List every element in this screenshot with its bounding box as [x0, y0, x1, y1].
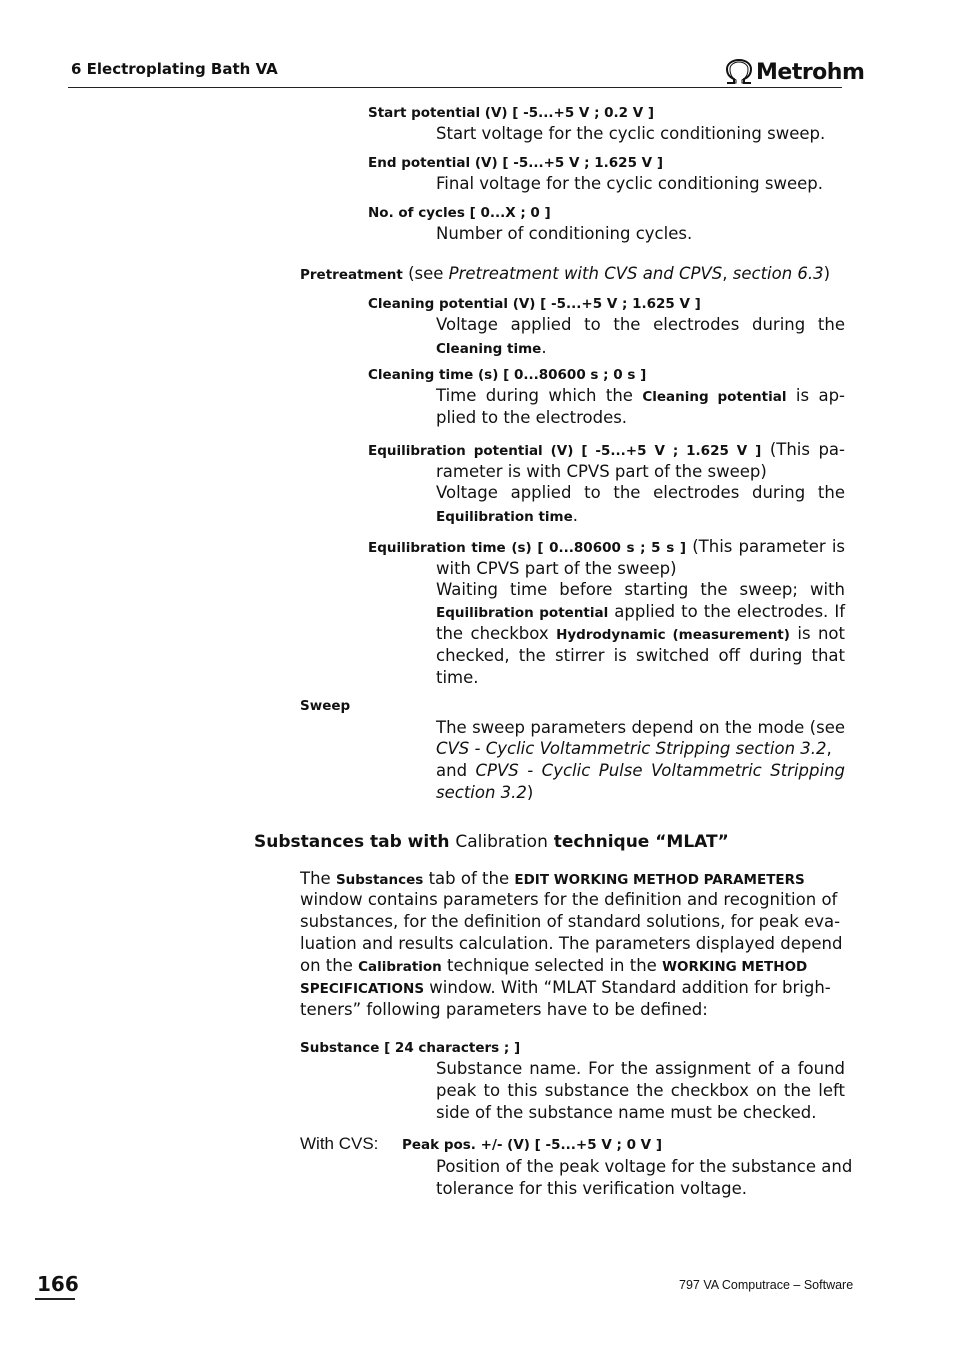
period: .: [572, 506, 579, 525]
cleaning-time-ref: Cleaning time: [436, 341, 542, 357]
text: the checkbox: [436, 624, 549, 643]
pretreatment-heading: [300, 263, 830, 286]
equilibration-time-line2: with CPVS part of the sweep): [436, 559, 677, 578]
text: ): [526, 783, 534, 802]
text: ,: [826, 739, 832, 758]
pretreatment-ref-mid: ,: [722, 264, 733, 283]
text: technique “MLAT”: [547, 832, 729, 852]
pretreatment-ref-post: ): [823, 264, 831, 283]
equilibration-potential-ref: Equilibration potential: [436, 605, 609, 621]
cvs-ref: CVS - Cyclic Voltammetric Stripping section 3.2: [436, 739, 827, 758]
cleaning-potential-desc-line1: Voltage applied to the electrodes during the: [436, 315, 845, 334]
section-header: 6 Electroplating Bath VA: [71, 60, 278, 78]
header-divider: [68, 87, 842, 88]
end-potential-desc: Final voltage for the cyclic conditioning sweep.: [436, 174, 823, 193]
pretreatment-ref-link: Pretreatment with CVS and CPVS: [448, 264, 723, 283]
page-number-underline: [35, 1298, 75, 1300]
substance-desc-3: side of the substance name must be checked.: [436, 1103, 817, 1122]
substances-tab-heading: [254, 832, 729, 852]
text: (This pa-: [769, 440, 845, 459]
equilibration-time-desc-4: checked, the stirrer is switched off during that: [436, 646, 845, 665]
substances-ref: Substances: [335, 872, 424, 888]
calibration-ref: Calibration: [358, 959, 442, 975]
equilibration-potential-desc-line2: [436, 505, 578, 528]
text: The: [300, 869, 336, 888]
substances-para-1: [300, 868, 805, 891]
cleaning-potential-label: Cleaning potential (V) [ -5...+5 V ; 1.625 V ]: [368, 296, 701, 312]
sweep-label: Sweep: [300, 698, 351, 714]
section-ref: section 3.2: [436, 783, 527, 802]
edit-method-params-ref: EDIT WORKING METHOD PARAMETERS: [514, 872, 805, 888]
cleaning-time-label: Cleaning time (s) [ 0...80600 s ; 0 s ]: [368, 367, 647, 383]
text: on the: [300, 956, 359, 975]
pretreatment-ref-pre: (see: [408, 264, 449, 283]
substance-desc-1: Substance name. For the assignment of a found: [436, 1059, 845, 1078]
text: is not: [797, 624, 845, 643]
specifications-ref: SPECIFICATIONS: [300, 981, 425, 997]
text: technique selected in the: [441, 956, 663, 975]
peak-pos-desc-2: tolerance for this verification voltage.: [436, 1179, 748, 1198]
period: .: [541, 338, 547, 357]
equilibration-time-desc-1: Waiting time before starting the sweep; with: [436, 580, 845, 599]
substances-para-3: substances, for the definition of standard solutions, for peak eva-: [300, 912, 841, 931]
equilibration-time-desc-3: [436, 623, 845, 646]
equilibration-time-desc-2: [436, 601, 845, 624]
start-potential-label: Start potential (V) [ -5...+5 V ; 0.2 V ]: [368, 105, 655, 121]
equilibration-potential-desc-line1: Voltage applied to the electrodes during the: [436, 483, 845, 502]
cleaning-time-desc-line2: plied to the electrodes.: [436, 408, 628, 427]
substances-para-7: teners” following parameters have to be defined:: [300, 1000, 708, 1019]
text: is ap-: [795, 386, 846, 405]
equilibration-time-label: Equilibration time (s) [ 0...80600 s ; 5 s ]: [368, 540, 687, 556]
text: applied to the electrodes. If: [614, 602, 846, 621]
equilibration-time-ref: Equilibration time: [436, 509, 573, 525]
start-potential-desc: Start voltage for the cyclic conditioning sweep.: [436, 124, 826, 143]
equilibration-time-line1: [368, 536, 845, 559]
text: window. With “MLAT Standard addition for brigh-: [424, 978, 831, 997]
peak-pos-desc-1: Position of the peak voltage for the substance and: [436, 1157, 853, 1176]
page-number: 166: [37, 1272, 79, 1296]
text: Time during which the: [436, 386, 633, 405]
omega-logo-icon: [724, 59, 754, 85]
equilibration-potential-line2: rameter is with CPVS part of the sweep): [436, 462, 767, 481]
text: and: [436, 761, 468, 780]
substances-para-4: luation and results calculation. The parameters displayed depend: [300, 934, 843, 953]
equilibration-potential-label: Equilibration potential (V) [ -5...+5 V ; 1.625 V ]: [368, 443, 762, 459]
cleaning-time-desc-line1: [436, 385, 845, 408]
with-cvs-prefix: With CVS:: [300, 1134, 379, 1153]
equilibration-time-desc-5: time.: [436, 668, 479, 687]
end-potential-label: End potential (V) [ -5...+5 V ; 1.625 V ]: [368, 155, 663, 171]
sweep-desc-1: The sweep parameters depend on the mode (see: [436, 718, 845, 737]
cleaning-potential-ref: Cleaning potential: [642, 389, 787, 405]
substance-desc-2: peak to this substance the checkbox on the left: [436, 1081, 845, 1100]
equilibration-potential-line1: [368, 439, 845, 462]
pretreatment-label: Pretreatment: [300, 267, 403, 283]
substances-para-6: [300, 977, 831, 1000]
text: tab of the: [423, 869, 515, 888]
substance-label: Substance [ 24 characters ; ]: [300, 1040, 521, 1056]
cleaning-potential-desc-line2: [436, 337, 547, 360]
sweep-desc-4: [436, 782, 533, 804]
text: Calibration: [455, 832, 548, 852]
sweep-desc-2: [436, 738, 832, 760]
substances-para-2: window contains parameters for the definition and recognition of: [300, 890, 838, 909]
cycles-label: No. of cycles [ 0...X ; 0 ]: [368, 205, 551, 221]
cpvs-ref: CPVS - Cyclic Pulse Voltammetric Stripping: [475, 761, 845, 780]
sweep-desc-3: [436, 760, 845, 782]
pretreatment-ref-section: section 6.3: [732, 264, 824, 283]
working-method-ref: WORKING METHOD: [662, 959, 808, 975]
substances-para-5: [300, 955, 807, 978]
logo-wordmark: Metrohm: [756, 59, 865, 85]
document-title: 797 VA Computrace – Software: [679, 1278, 854, 1292]
cycles-desc: Number of conditioning cycles.: [436, 224, 693, 243]
text: (This parameter is: [692, 537, 846, 556]
peak-pos-label: Peak pos. +/- (V) [ -5...+5 V ; 0 V ]: [402, 1137, 662, 1153]
metrohm-logo: [724, 57, 864, 87]
text: Substances tab with: [254, 832, 456, 852]
hydrodynamic-ref: Hydrodynamic (measurement): [556, 627, 790, 643]
